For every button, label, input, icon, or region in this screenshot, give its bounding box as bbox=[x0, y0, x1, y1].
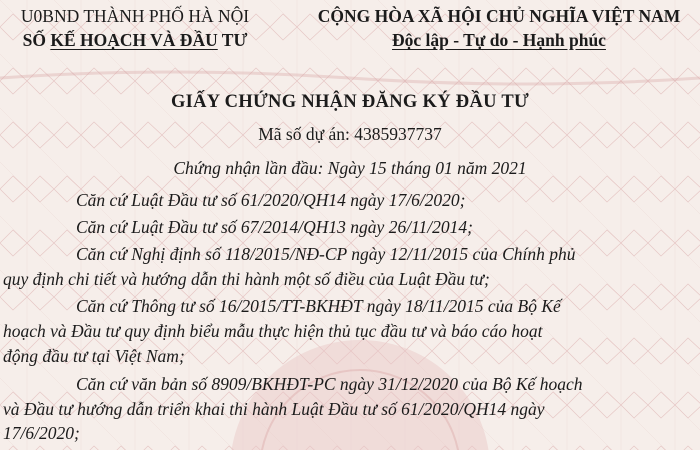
agency-line-2 bbox=[0, 28, 270, 52]
legal-basis-line: quy định chi tiết và hướng dẫn thi hành một số điều của Luật Đầu tư; bbox=[3, 269, 490, 289]
agency-name-underlined: KẾ HOẠCH VÀ ĐẦU bbox=[50, 30, 218, 50]
project-code: Mã số dự án: 4385937737 bbox=[258, 124, 442, 144]
motto-text: Độc lập - Tự do - Hạnh phúc bbox=[392, 30, 606, 50]
legal-basis-line: Căn cứ Nghị định số 118/2015/NĐ-CP ngày 12/11/2015 của Chính phủ bbox=[76, 244, 576, 264]
legal-basis-line: Căn cứ Luật Đầu tư số 61/2020/QH14 ngày 17/6/2020; bbox=[76, 190, 466, 210]
issuing-agency bbox=[0, 4, 270, 52]
motto bbox=[284, 28, 700, 52]
legal-basis-line: Căn cứ Thông tư số 16/2015/TT-BKHĐT ngày 18/11/2015 của Bộ Kế bbox=[76, 296, 561, 316]
agency-suffix: TƯ bbox=[217, 30, 248, 50]
agency-line-1: U0BND THÀNH PHỐ HÀ NỘI bbox=[20, 6, 250, 26]
document-title: GIẤY CHỨNG NHẬN ĐĂNG KÝ ĐẦU TƯ bbox=[170, 92, 530, 112]
first-certified-date: Chứng nhận lần đầu: Ngày 15 tháng 01 năm 2021 bbox=[173, 158, 527, 178]
legal-basis-line: và Đầu tư hướng dẫn triển khai thi hành Luật Đầu tư số 61/2020/QH14 ngày bbox=[3, 399, 545, 419]
country-name: CỘNG HÒA XÃ HỘI CHỦ NGHĨA VIỆT NAM bbox=[317, 6, 681, 26]
legal-basis-line: Căn cứ Luật Đầu tư số 67/2014/QH13 ngày 26/11/2014; bbox=[76, 217, 473, 237]
national-motto bbox=[284, 4, 700, 52]
legal-basis-line: động đầu tư tại Việt Nam; bbox=[3, 346, 185, 366]
agency-prefix: SỐ bbox=[22, 30, 51, 50]
legal-basis-line: 17/6/2020; bbox=[3, 423, 80, 443]
legal-basis-line: hoạch và Đầu tư quy định biểu mẫu thực hiện thủ tục đầu tư và báo cáo hoạt bbox=[3, 321, 543, 341]
legal-basis-line: Căn cứ văn bản số 8909/BKHĐT-PC ngày 31/12/2020 của Bộ Kế hoạch bbox=[76, 374, 583, 394]
